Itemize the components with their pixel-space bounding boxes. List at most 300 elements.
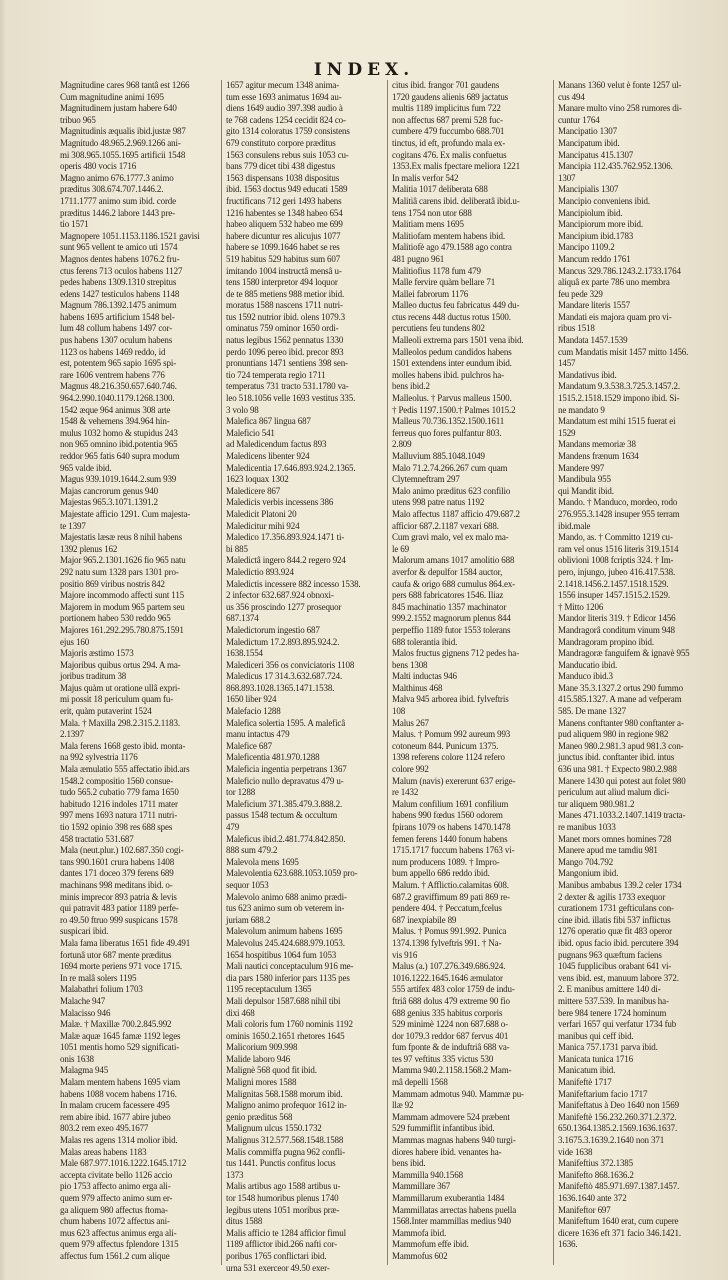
index-entry-line: pendere 404. † Peccatum,fcelus	[392, 903, 502, 914]
index-entry-line: cotoneum 844. Punicum 1375.	[392, 740, 499, 751]
index-entry-line: In malam crucem facessere 495	[60, 1100, 170, 1111]
index-entry-line: Malva 945 arborea ibid. fylveftris	[392, 694, 509, 705]
index-entry-line: Magnos dentes habens 1076.2 fru-	[60, 253, 180, 264]
index-entry-line: dicere 1636 eft 371 facio 346.1421.	[558, 1227, 681, 1238]
index-entry-line: 1373	[226, 1169, 244, 1180]
index-entry-line: Mancipium ibid.1783	[558, 230, 634, 241]
index-entry-line: re 1432	[392, 787, 419, 798]
index-entry-line: gito 1314 coloratus 1759 consistens	[226, 126, 350, 137]
index-entry-line: Maligno animo profequor 1612 in-	[226, 1100, 347, 1111]
index-entry-line: 1457	[558, 358, 576, 369]
index-entry-line: llæ 92	[392, 1100, 414, 1111]
index-entry-line: le 69	[392, 543, 409, 554]
index-entry-line: tudo 565.2 cubatio 779 fama 1650	[60, 787, 179, 798]
index-entry-line: habere se 1099.1646 habet se res	[226, 242, 340, 253]
index-entry-line: ominatus 759 ominor 1650 ordi-	[226, 323, 339, 334]
index-entry-line: 2. E manibus amittere 140 di-	[558, 984, 661, 995]
index-entry-line: Malleoli extrema pars 1501 vena ibid.	[392, 335, 524, 346]
index-entry-line: Mancipatum ibid.	[558, 137, 620, 148]
index-entry-line: Mammam admovere 524 præbent	[392, 1111, 510, 1122]
index-entry-line: Malache 947	[60, 995, 106, 1006]
index-entry-line: Malevolus 245.424.688.979.1053.	[226, 937, 345, 948]
index-entry-line: Malum (navis) exererunt 637 erige-	[392, 775, 516, 786]
index-entry-line: Manere apud me tamdiu 981	[558, 845, 658, 856]
index-entry-line: Majoris æstimo 1573	[60, 648, 134, 659]
index-entry-line: tur aliquem 980.981.2	[558, 798, 635, 809]
page-fold-shadow	[0, 0, 6, 1280]
index-entry-line: 1501 extendens inter eundum ibid.	[392, 358, 512, 369]
index-column-2	[226, 80, 383, 1273]
index-entry-line: habens 990 fœdus 1560 odorem	[392, 810, 503, 821]
index-entry-line: ribus 1518	[558, 323, 595, 334]
index-entry-line: Manifeftè 1717	[558, 1077, 612, 1088]
index-entry-line: ferreus quo fores pulfantur 803.	[392, 427, 502, 438]
index-entry-line: Maledictis incessere 882 incesso 1538.	[226, 578, 361, 589]
index-entry-line: Malitiofè ago 479.1588 ago contra	[392, 242, 512, 253]
index-entry-line: Malas res agens 1314 molior ibid.	[60, 1135, 178, 1146]
index-entry-line: 1636.	[558, 1239, 578, 1250]
index-entry-line: perpeffio 1189 futor 1553 tolerans	[392, 624, 511, 635]
index-entry-line: 1016.1222.1645.1646 æmulator	[392, 972, 503, 983]
index-entry-line: 1398 referens colore 1124 refero	[392, 752, 505, 763]
index-entry-line: poribus 1765 conflictari ibid.	[226, 1250, 327, 1261]
index-entry-line: Magus 939.1019.1644.2.sum 939	[60, 474, 177, 485]
index-entry-line: Mali coloris fum 1760 nominis 1192	[226, 1019, 353, 1030]
index-entry-line: pus habens 1307 oculum habens	[60, 335, 173, 346]
index-entry-line: 555 artifex 483 color 1759 de indu-	[392, 984, 515, 995]
index-entry-line: Malus. † Pomum 992 aureum 993	[392, 729, 511, 740]
index-entry-line: Malo affectus 1187 afficio 479.687.2	[392, 508, 520, 519]
index-entry-line: passus 1548 tectum & occultum	[226, 810, 338, 821]
column-divider	[553, 80, 554, 1265]
index-entry-line: Mandibula 955	[558, 474, 611, 485]
index-entry-line: Manet mors omnes homines 728	[558, 833, 672, 844]
index-entry-line: ro 49.50 ftruo 999 suspicans 1578	[60, 914, 178, 925]
index-entry-line: Malthinus 468	[392, 682, 443, 693]
index-entry-line: diores habere ibid. venantes ha-	[392, 1146, 502, 1157]
index-entry-line: 529 minimè 1224 non 687.688 o-	[392, 1019, 508, 1030]
index-entry-line: citus ibid. frangor 701 gaudens	[392, 80, 500, 90]
index-entry-line: dantes 171 doceo 379 ferens 689	[60, 868, 174, 879]
index-entry-line: bens ibid.	[392, 1158, 426, 1169]
index-entry-line: 1720 gaudens alienis 689 jactatus	[392, 91, 509, 102]
index-entry-line: Major 965.2.1301.1626 fio 965 natu	[60, 555, 186, 566]
index-entry-line: Mala ferens 1668 gesto ibid. monta-	[60, 740, 186, 751]
index-entry-line: 688 genius 335 habitus corporis	[392, 1007, 503, 1018]
index-entry-line: Magnum 786.1392.1475 animum	[60, 300, 177, 311]
index-entry-line: 803.2 rem exeo 495.1677	[60, 1123, 149, 1134]
index-entry-line: tus 623 animo sum ob veterem in-	[226, 903, 345, 914]
index-entry-line: vide 1638	[558, 1146, 593, 1157]
index-entry-line: pud aliquem 980 in regione 982	[558, 729, 669, 740]
index-entry-line: Manibus ambabus 139.2 celer 1734	[558, 879, 682, 890]
index-entry-line: Mancipio conveniens ibid.	[558, 195, 650, 206]
index-entry-line: tens 1580 interpretor 494 loquor	[226, 277, 338, 288]
index-entry-line: legibus utens 1051 moribus præ-	[226, 1204, 340, 1215]
index-entry-line: Mala fama liberatus 1651 fide 49.491	[60, 937, 191, 948]
index-entry-line: juriam 688.2	[226, 914, 271, 925]
index-entry-line: Mammofum effe ibid.	[392, 1239, 469, 1250]
index-entry-line: Malicorium 909.998	[226, 1042, 298, 1053]
index-entry-line: mittere 537.539. In manibus ha-	[558, 995, 669, 1006]
index-entry-line: Magnitudinem justam habere 640	[60, 103, 177, 114]
index-entry-line: tinctus, id eft, profundo mala ex-	[392, 137, 506, 148]
index-entry-line: Mammam admotus 940. Mammæ pu-	[392, 1088, 524, 1099]
index-entry-line: Maledictorum ingestio 687	[226, 624, 320, 635]
index-entry-line: 1638.1554	[226, 648, 263, 659]
index-entry-line: suspicari ibid.	[60, 926, 109, 937]
index-entry-line: Malle fervire quàm bellare 71	[392, 277, 496, 288]
index-entry-line: 1650 liber 924	[226, 694, 277, 705]
index-entry-line: 845 machinatio 1357 machinator	[392, 601, 507, 612]
index-entry-line: tus 1441. Punctis confitus locus	[226, 1158, 336, 1169]
index-entry-line: 1563 dispensans 1038 dispositus	[226, 172, 340, 183]
index-entry-line: Magnitudo 48.965.2.969.1266 ani-	[60, 137, 181, 148]
index-entry-line: Cum magnitudine animi 1695	[60, 91, 164, 102]
index-entry-line: 1563 consulens rebus suis 1053 cu-	[226, 149, 349, 160]
index-entry-line: 1123 os habens 1469 reddo, id	[60, 346, 166, 357]
index-entry-line: junctus ibid. conftanter ibid. intus	[558, 752, 675, 763]
index-entry-line: Mandare literis 1557	[558, 300, 630, 311]
index-entry-line: mi possit 18 periculum quam fu-	[60, 694, 174, 705]
index-entry-line: 965 valde ibid.	[60, 462, 112, 473]
index-entry-line: Malleus 70.736.1352.1500.1611	[392, 416, 505, 427]
index-entry-line: habeo aliquem 532 habeo me 699	[226, 219, 343, 230]
index-entry-line: te 1397	[60, 520, 86, 531]
index-entry-line: Mancipo 1109.2	[558, 242, 615, 253]
index-entry-line: cuntur 1764	[558, 114, 600, 125]
index-entry-line: Malacisso 946	[60, 1007, 111, 1018]
index-entry-line: minis imprecor 893 patria & levis	[60, 891, 177, 902]
index-entry-line: lum 48 collum habens 1497 cor-	[60, 323, 173, 334]
index-entry-line: 585. De mane 1327	[558, 706, 626, 717]
index-entry-line: 1715.1717 fuccum habens 1763 vi-	[392, 845, 515, 856]
index-entry-line: Maleficio 541	[226, 427, 275, 438]
index-column-1	[60, 80, 217, 1265]
index-entry-line: multis 1189 implicitus fum 722	[392, 103, 501, 114]
index-entry-line: pronuntians 1471 sentiens 398 sen-	[226, 358, 348, 369]
index-entry-line: Malevolentia 623.688.1053.1059 pro-	[226, 868, 358, 879]
index-entry-line: de te 885 metiens 988 metior ibid.	[226, 288, 345, 299]
index-entry-line: Manens conftanter 980 conftanter a-	[558, 717, 684, 728]
index-entry-line: 2.809	[392, 439, 412, 450]
index-entry-line: bum appello 686 reddo ibid.	[392, 868, 490, 879]
index-entry-line: onis 1638	[60, 1053, 94, 1064]
index-entry-line: 1556 insuper 1457.1515.2.1529.	[558, 590, 670, 601]
index-entry-line: bi 885	[226, 543, 248, 554]
index-entry-line: Malevolo animo 688 animo prædi-	[226, 891, 347, 902]
index-entry-line: Manica 757.1731 parva ibid.	[558, 1042, 658, 1053]
index-entry-line: Manifeftum 1640 erat, cum cupere	[558, 1216, 679, 1227]
index-entry-line: In re malâ solers 1195	[60, 972, 137, 983]
index-entry-line: manu intactus 479	[226, 729, 290, 740]
index-entry-line: afficior 687.2.1187 vexari 688.	[392, 520, 499, 531]
index-entry-line: tans 990.1601 crura habens 1408	[60, 856, 175, 867]
index-entry-line: Majore incommodo affecti sunt 115	[60, 590, 185, 601]
index-entry-line: Malus (a.) 107.276.349.686.924.	[392, 961, 506, 972]
index-entry-line: Maledicentia 17.646.893.924.2.1365.	[226, 462, 356, 473]
index-entry-line: Maligni mores 1588	[226, 1077, 297, 1088]
index-entry-line: 529 fummiflit infantibus ibid.	[392, 1123, 495, 1134]
index-entry-line: Malluvium 885.1048.1049	[392, 451, 485, 461]
index-entry-line: te 768 cadens 1254 cecidit 824 co-	[226, 114, 346, 125]
index-entry-line: Malignus 312.577.568.1548.1588	[226, 1135, 344, 1146]
index-entry-line: genio præditus 568	[226, 1111, 293, 1122]
index-entry-line: averfor & depulfor 1584 auctor,	[392, 566, 503, 577]
index-entry-line: Mandans memoriæ 38	[558, 439, 636, 450]
index-entry-line: Majestate afficio 1291. Cum majesta-	[60, 508, 191, 519]
index-entry-line: mulus 1032 homo & stupidus 243	[60, 427, 178, 438]
index-entry-line: quem 979 affectus fplendore 1315	[60, 1239, 179, 1250]
index-entry-line: Mangonium ibid.	[558, 868, 619, 879]
index-entry-line: Mandativus ibid.	[558, 369, 617, 380]
index-entry-line: Mancipatus 415.1307	[558, 149, 634, 160]
index-entry-line: utens 998 patre natus 1192	[392, 497, 485, 508]
index-entry-line: Manifeftò 485.971.697.1387.1457.	[558, 1181, 680, 1192]
index-entry-line: 964.2.990.1040.1179.1268.1300.	[60, 393, 175, 404]
index-entry-line: Malagma 945	[60, 1065, 109, 1076]
index-entry-line: 868.893.1028.1365.1471.1538.	[226, 682, 335, 693]
index-entry-line: Maledicit Platoni 20	[226, 508, 297, 519]
index-entry-line: Manifeftè 156.232.260.371.2.372.	[558, 1111, 677, 1122]
index-entry-line: dia pars 1580 inferior pars 1135 pes	[226, 972, 350, 983]
index-entry-line: Maledicus 17 314.3.632.687.724.	[226, 671, 343, 682]
index-entry-line: Mango 704.792	[558, 856, 614, 867]
index-entry-line: Malos fructus gignens 712 pedes ha-	[392, 648, 519, 659]
index-entry-line: 1636.1640 ante 372	[558, 1193, 627, 1203]
index-entry-line: Malum confilium 1691 confilium	[392, 798, 509, 809]
index-entry-line: Malitia 1017 deliberata 688	[392, 184, 488, 195]
index-entry-line: 1694 morte periens 971 voce 1715.	[60, 961, 183, 972]
index-entry-line: Malorum amans 1017 amolitio 688	[392, 555, 515, 566]
index-entry-line: Malevola mens 1695	[226, 856, 299, 867]
index-entry-line: habere dicuntur res alicujus 1077	[226, 230, 341, 241]
index-entry-line: Manifeftius 372.1385	[558, 1158, 633, 1169]
index-entry-line: Manans 1360 velut è fonte 1257 ul-	[558, 80, 682, 90]
index-entry-line: 3 volo 98	[226, 404, 259, 415]
index-entry-line: tribuo 965	[60, 114, 96, 125]
index-entry-line: joribus traditum 38	[60, 671, 127, 682]
index-entry-line: 479	[226, 822, 240, 832]
index-entry-line: portionem habeo 530 reddo 965	[60, 613, 171, 624]
index-entry-line: Manifeftarium facio 1717	[558, 1088, 648, 1099]
index-entry-line: ad Maledicendum factus 893	[226, 439, 327, 450]
index-entry-line: Clytemneftram 297	[392, 474, 460, 485]
index-entry-line: positio 869 viribus nostris 842	[60, 578, 165, 589]
index-entry-line: Malitiam mens 1695	[392, 219, 464, 230]
index-entry-line: fortunâ utor 687 mente præditus	[60, 949, 172, 960]
index-entry-line: Male 687.977.1016.1222.1645.1712	[60, 1158, 187, 1169]
index-entry-line: Mandragoram propino ibid.	[558, 636, 654, 647]
index-entry-line: 519 habitus 529 habitus sum 607	[226, 253, 341, 264]
index-entry-line: Malus. † Pomus 991.992. Punica	[392, 926, 507, 937]
index-entry-line: rem abire ibid. 1677 abire jubeo	[60, 1111, 171, 1122]
index-entry-line: Magnitudine cares 968 tantâ est 1266	[60, 80, 190, 90]
index-entry-line: Malignè 568 quod fit ibid.	[226, 1065, 317, 1076]
index-entry-line: fructificans 712 geri 1493 habens	[226, 195, 342, 206]
index-entry-line: Mammillare 367	[392, 1181, 451, 1192]
index-entry-line: colore 992	[392, 764, 429, 775]
index-entry-line: num producens 1089. † Impro-	[392, 856, 500, 867]
index-entry-line: 3.1675.3.1639.2.1640 non 371	[558, 1135, 665, 1146]
index-entry-line: tor 1548 humoribus plenus 1740	[226, 1193, 339, 1203]
index-entry-line: cine ibid. illatis fibi 537 inflictus	[558, 914, 671, 925]
index-entry-line: Mandatum est mihi 1515 fuerat ei	[558, 416, 676, 427]
index-entry-line: Malleo ductus feu fabricatus 449 du-	[392, 300, 520, 311]
index-entry-line: Manicatum ibid.	[558, 1065, 616, 1076]
index-entry-line: Mammofus 602	[392, 1250, 448, 1261]
index-entry-line: tens 1754 non utor 688	[392, 207, 472, 218]
index-entry-line: 1657 agitur mecum 1348 anima-	[226, 80, 340, 90]
index-entry-line: Malis commiffa pugna 962 confli-	[226, 1146, 346, 1157]
index-entry-line: sunt 965 vellent te amico uti 1574	[60, 242, 178, 253]
index-entry-line: imitando 1004 instructâ mensâ u-	[226, 265, 342, 276]
index-entry-line: 2.1397	[60, 729, 84, 740]
index-entry-line: Maledicens libenter 924	[226, 451, 310, 461]
index-entry-line: bans 779 dicet tibi 438 digestus	[226, 161, 335, 172]
index-entry-line: mus 623 affectus animus erga ali-	[60, 1227, 177, 1238]
index-entry-line: tor 1288	[226, 787, 256, 798]
index-entry-line: Malleolus. † Parvus malleus 1500.	[392, 393, 512, 404]
index-entry-line: 1515.2.1518.1529 impono ibid. Si-	[558, 393, 680, 404]
index-entry-line: Mammofa ibid.	[392, 1227, 447, 1238]
index-entry-line: ditus 1588	[226, 1216, 263, 1227]
index-entry-line: 1189 afflictor ibid.266 nafti cor-	[226, 1239, 337, 1250]
index-entry-line: Mando. † Manduco, mordeo, rodo	[558, 497, 678, 508]
index-entry-line: † Pedis 1197.1500.† Palmes 1015.2	[392, 404, 516, 415]
index-entry-line: præditus 308.674.707.1446.2.	[60, 184, 164, 195]
index-entry-line: 1711.1777 animo sum ibid. corde	[60, 195, 177, 206]
index-entry-line: Mancipiolum ibid.	[558, 207, 623, 218]
index-entry-line: cumbere 479 fuccumbo 688.701	[392, 126, 505, 137]
index-entry-line: pedes habens 1309.1310 strepitus	[60, 277, 177, 288]
index-entry-line: Maneo 980.2.981.3 apud 981.3 con-	[558, 740, 684, 751]
index-entry-line: Malum. † Afflictio.calamitas 608.	[392, 879, 509, 890]
index-entry-line: ominis 1650.2.1651 rhetores 1645	[226, 1030, 345, 1041]
index-entry-line: Magnitudinis æqualis ibid.justæ 987	[60, 126, 186, 137]
index-entry-line: præditus 1446.2 labore 1443 pre-	[60, 207, 175, 218]
index-entry-line: Maleficium 371.385.479.3.888.2.	[226, 798, 343, 809]
index-entry-line: Mali depulsor 1587.688 nihil tibi	[226, 995, 341, 1006]
index-entry-line: Majestas 965.3.1071.1391.2	[60, 497, 158, 508]
index-entry-line: Mala (neut.plur.) 102.687.350 cogi-	[60, 845, 184, 856]
index-entry-line: chum habens 1072 affectus ani-	[60, 1216, 170, 1227]
index-entry-line: Mandor literis 319. † Edicor 1456	[558, 613, 676, 624]
index-entry-line: vis 916	[392, 949, 418, 960]
index-entry-line: 458 tractatio 531.687	[60, 833, 134, 844]
index-entry-line: Maledicere 867	[226, 485, 281, 496]
index-entry-line: Mamma 940.2.1158.1568.2 Mam-	[392, 1065, 512, 1076]
index-entry-line: perdo 1096 pereo ibid. precor 893	[226, 346, 344, 357]
index-entry-line: 1623 loquax 1302	[226, 474, 289, 485]
index-entry-line: Malignitas 568.1588 morum ibid.	[226, 1088, 343, 1099]
index-entry-line: manibus qui ceff ibid.	[558, 1030, 634, 1041]
index-entry-line: Malefice 687	[226, 740, 272, 751]
index-entry-line: Mancipiorum more ibid.	[558, 219, 643, 230]
index-entry-line: affectus fum 1561.2 cum alique	[60, 1250, 170, 1261]
index-entry-line: est, potentem 965 sapio 1695 spi-	[60, 358, 177, 369]
index-entry-line: Cum gravi malo, vel ex malo ma-	[392, 532, 509, 543]
index-entry-line: 2.1418.1456.2.1457.1518.1529.	[558, 578, 669, 589]
index-entry-line: operis 480 vocis 1716	[60, 161, 137, 172]
index-entry-line: Magnus 48.216.350.657.640.746.	[60, 381, 177, 392]
index-entry-line: 108	[392, 706, 406, 717]
index-entry-line: Malitiofius 1178 fum 479	[392, 265, 481, 276]
index-entry-line: 2 infector 632.687.924 obnoxi-	[226, 590, 334, 601]
index-entry-line: Malabathri folium 1703	[60, 984, 143, 995]
index-entry-line: reddor 965 fatis 640 supra modum	[60, 451, 180, 461]
index-entry-line: Manifeftatus à Deo 1640 non 1569	[558, 1100, 679, 1111]
index-entry-line: 1529	[558, 427, 576, 438]
index-entry-line: re manibus 1033	[558, 822, 616, 832]
index-entry-line: tio 724 temperata regio 1711	[226, 369, 326, 380]
index-entry-line: Maleficus ibid.2.481.774.842.850.	[226, 833, 346, 844]
index-entry-line: 1307	[558, 172, 576, 183]
index-entry-line: Majores 161.292.295.780.875.1591	[60, 624, 184, 635]
index-entry-line: Mammilla 940.1568	[392, 1169, 463, 1180]
index-entry-line: tes 97 veftitus 335 victus 530	[392, 1053, 494, 1064]
index-entry-line: vens ibid. est, manuum labore 372.	[558, 972, 679, 983]
index-entry-line: Malefica 867 lingua 687	[226, 416, 311, 427]
index-entry-line: tio 1571	[60, 219, 89, 230]
index-entry-line: Manifeftor 697	[558, 1204, 611, 1215]
index-entry-line: ga aliquem 980 affectus ftoma-	[60, 1204, 168, 1215]
index-entry-line: temperatus 731 tracto 531.1780 va-	[226, 381, 349, 392]
index-entry-line: 999.2.1552 magnorum plenus 844	[392, 613, 511, 624]
index-entry-line: ibid. 1563 doctus 949 educati 1589	[226, 184, 348, 195]
index-entry-line: quem 979 affecto animo sum er-	[60, 1193, 173, 1203]
index-entry-line: na 992 sylvestria 1176	[60, 752, 138, 763]
index-entry-line: oblivioni 1008 fcriptis 324. † Im-	[558, 555, 674, 566]
index-entry-line: Magno animo 676.1777.3 animo	[60, 172, 174, 183]
column-divider	[221, 80, 222, 1265]
index-entry-line: Malæ aquæ 1645 famæ 1192 leges	[60, 1030, 181, 1041]
index-entry-line: Mane 35.3.1327.2 ortus 290 fummo	[558, 682, 683, 693]
index-entry-line: 888 sum 479.2	[226, 845, 278, 856]
index-entry-line: ftriâ 688 dolus 479 extreme 90 fio	[392, 995, 510, 1006]
index-entry-line: non affectus 687 premi 528 fuc-	[392, 114, 503, 125]
page-title: INDEX.	[313, 60, 415, 80]
index-entry-line: Majus quàm ut oratione ullâ expri-	[60, 682, 181, 693]
index-column-3	[392, 80, 549, 1265]
index-entry-line: 1045 fupplicibus orabant 641 vi-	[558, 961, 672, 972]
index-entry-line: curationem 1731 gefticulans con-	[558, 903, 674, 914]
index-entry-line: 687 inexpiabile 89	[392, 914, 457, 925]
index-entry-line: ram vel onus 1516 literis 319.1514	[558, 543, 679, 554]
index-column-4	[558, 80, 715, 1265]
index-entry-line: tus 1592 nutrior ibid. olens 1079.3	[226, 311, 345, 322]
index-entry-line: percutiens feu tundens 802	[392, 323, 485, 334]
index-entry-line: Maledicitur mihi 924	[226, 520, 300, 531]
index-entry-line: habens 1695 artificium 1548 bel-	[60, 311, 175, 322]
index-entry-line: † Mitto 1206	[558, 601, 604, 612]
index-entry-line: moratus 1588 nascens 1711 nutri-	[226, 300, 343, 311]
index-entry-line: ne mandato 9	[558, 404, 605, 415]
index-entry-line: 687.1374	[226, 613, 259, 624]
index-entry-line: Maleficia ingentia perpetrans 1367	[226, 764, 347, 775]
index-entry-line: Manere 1430 qui potest aut folet 980	[558, 775, 686, 786]
index-entry-line: Malleolos pedum candidos habens	[392, 346, 512, 357]
index-entry-line: qui Mandit ibid.	[558, 485, 614, 496]
index-entry-line: Maledictâ ingero 844.2 regero 924	[226, 555, 346, 566]
index-entry-line: Malti inductas 946	[392, 671, 457, 682]
index-entry-line: qui patravit 483 patior 1189 perfe-	[60, 903, 179, 914]
index-entry-line: Majestatis læsæ reus 8 nihil habens	[60, 532, 182, 543]
index-entry-line: Mala. † Maxilla 298.2.315.2.1183.	[60, 717, 180, 728]
index-entry-line: 1654 hospitibus 1064 fum 1053	[226, 949, 337, 960]
index-entry-line: Malide laboro 946	[226, 1053, 290, 1064]
index-entry-line: Mandati eis majora quam pro vi-	[558, 311, 672, 322]
